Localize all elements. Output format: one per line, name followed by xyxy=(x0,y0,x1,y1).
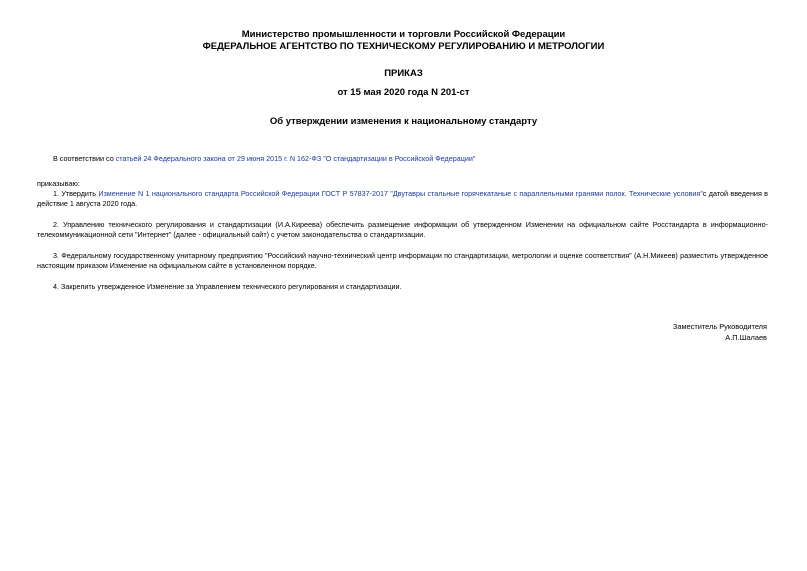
order-title: ПРИКАЗ xyxy=(384,68,423,79)
document-header xyxy=(0,29,807,53)
signature-block xyxy=(673,321,767,343)
document-body xyxy=(37,154,768,292)
order-subject: Об утверждении изменения к национальному стандарту xyxy=(269,116,538,127)
signatory-name: А.П.Шалаев xyxy=(725,333,767,342)
item-1-paragraph xyxy=(37,189,768,209)
order-word: приказываю: xyxy=(37,179,80,188)
item-2-paragraph: 2. Управлению технического регулирования и стандартизации (И.А.Киреева) обеспечить размещение информации об утвержденном Изменении на официальном сайте Росстандарта в информационно-телекоммуникационной сети "Интернет" (далее - официальный сайт) с учетом законодательства о стандартизации. xyxy=(37,220,768,239)
order-date: от 15 мая 2020 года N 201-ст xyxy=(337,87,470,98)
item-1-suffix: с датой введения в действие 1 августа 2020 года. xyxy=(37,189,768,208)
preamble-prefix: В соответствии со xyxy=(53,154,116,163)
signatory-position: Заместитель Руководителя xyxy=(672,322,767,331)
item-1-prefix: 1. Утвердить xyxy=(53,189,99,198)
federal-law-link[interactable]: статьей 24 Федерального закона от 29 июня 2015 г. N 162-ФЗ "О стандартизации в Российской Федерации" xyxy=(115,154,476,163)
item-3-paragraph: 3. Федеральному государственному унитарному предприятию "Российский научно-технический центр информации по стандартизации, метрологии и оценке соответствия" (А.Н.Микеев) разместить утвержденное настоящим приказом Изменение на официальном сайте в установленном порядке. xyxy=(37,251,768,270)
standard-change-link[interactable]: Изменение N 1 национального стандарта Российской Федерации ГОСТ Р 57837-2017 "Двутавры стальные горячекатаные с параллельными гранями полок. Технические условия" xyxy=(98,189,703,198)
agency-name: ФЕДЕРАЛЬНОЕ АГЕНТСТВО ПО ТЕХНИЧЕСКОМУ РЕГУЛИРОВАНИЮ И МЕТРОЛОГИИ xyxy=(202,41,605,52)
item-4-paragraph: 4. Закрепить утвержденное Изменение за Управлением технического регулирования и стандартизации. xyxy=(53,282,402,291)
ministry-name: Министерство промышленности и торговли Российской Федерации xyxy=(241,29,566,40)
preamble-paragraph xyxy=(37,154,768,164)
